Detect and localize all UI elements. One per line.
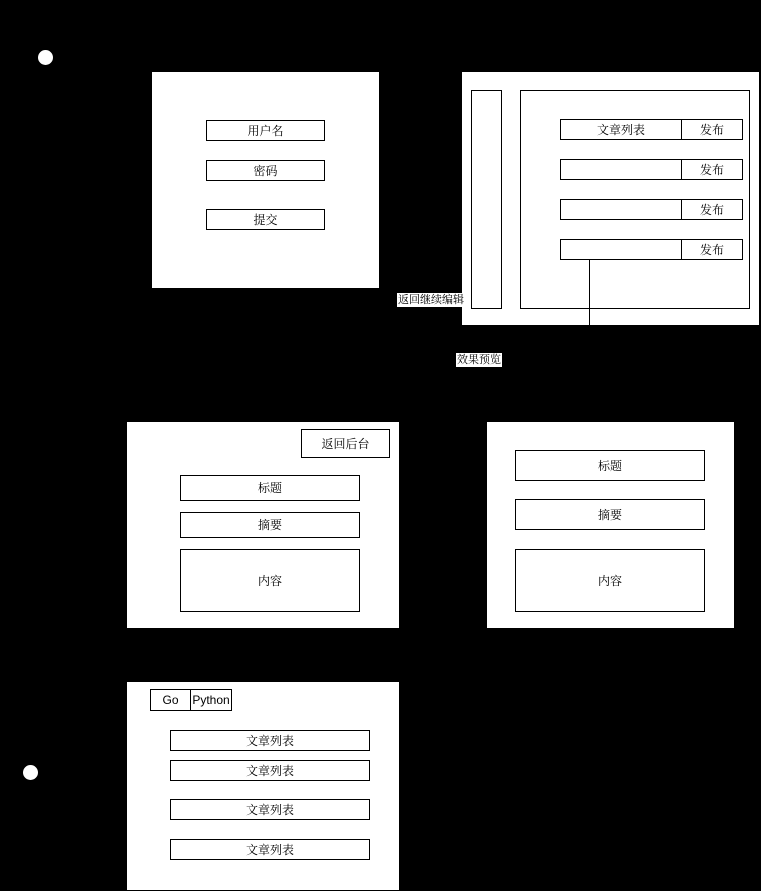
endpoint-dot-top bbox=[38, 50, 53, 65]
editor-content-field[interactable]: 内容 bbox=[180, 549, 360, 612]
frontend-list-item-4[interactable]: 文章列表 bbox=[170, 839, 370, 860]
frontend-list-item-1[interactable]: 文章列表 bbox=[170, 730, 370, 751]
annotation-back-to-edit: 返回继续编辑 bbox=[398, 294, 464, 306]
admin-row-4-label bbox=[560, 239, 682, 260]
annotation-preview: 效果预览 bbox=[457, 354, 501, 366]
frontend-list-item-3[interactable]: 文章列表 bbox=[170, 799, 370, 820]
tab-go[interactable]: Go bbox=[150, 689, 191, 711]
admin-row-2-label bbox=[560, 159, 682, 180]
admin-row-3[interactable] bbox=[560, 199, 743, 220]
admin-row-2-publish-button[interactable]: 发布 bbox=[681, 159, 743, 180]
admin-row-1[interactable] bbox=[560, 119, 743, 140]
frontend-list-item-2[interactable]: 文章列表 bbox=[170, 760, 370, 781]
admin-row-2[interactable] bbox=[560, 159, 743, 180]
preview-summary-field: 摘要 bbox=[515, 499, 705, 530]
admin-row-1-publish-button[interactable]: 发布 bbox=[681, 119, 743, 140]
editor-summary-field[interactable]: 摘要 bbox=[180, 512, 360, 538]
preview-title-field: 标题 bbox=[515, 450, 705, 481]
editor-back-button[interactable]: 返回后台 bbox=[301, 429, 390, 458]
endpoint-dot-bottom bbox=[23, 765, 38, 780]
admin-row-3-publish-button[interactable]: 发布 bbox=[681, 199, 743, 220]
admin-row-4[interactable] bbox=[560, 239, 743, 260]
login-username-field[interactable]: 用户名 bbox=[206, 120, 325, 141]
tab-python[interactable]: Python bbox=[190, 689, 232, 711]
admin-row-1-label: 文章列表 bbox=[560, 119, 682, 140]
login-password-field[interactable]: 密码 bbox=[206, 160, 325, 181]
connector-admin-to-preview bbox=[589, 260, 590, 355]
editor-title-field[interactable]: 标题 bbox=[180, 475, 360, 501]
admin-row-3-label bbox=[560, 199, 682, 220]
preview-content-field: 内容 bbox=[515, 549, 705, 612]
admin-sidebar[interactable] bbox=[471, 90, 502, 309]
admin-row-4-publish-button[interactable]: 发布 bbox=[681, 239, 743, 260]
login-submit-button[interactable]: 提交 bbox=[206, 209, 325, 230]
